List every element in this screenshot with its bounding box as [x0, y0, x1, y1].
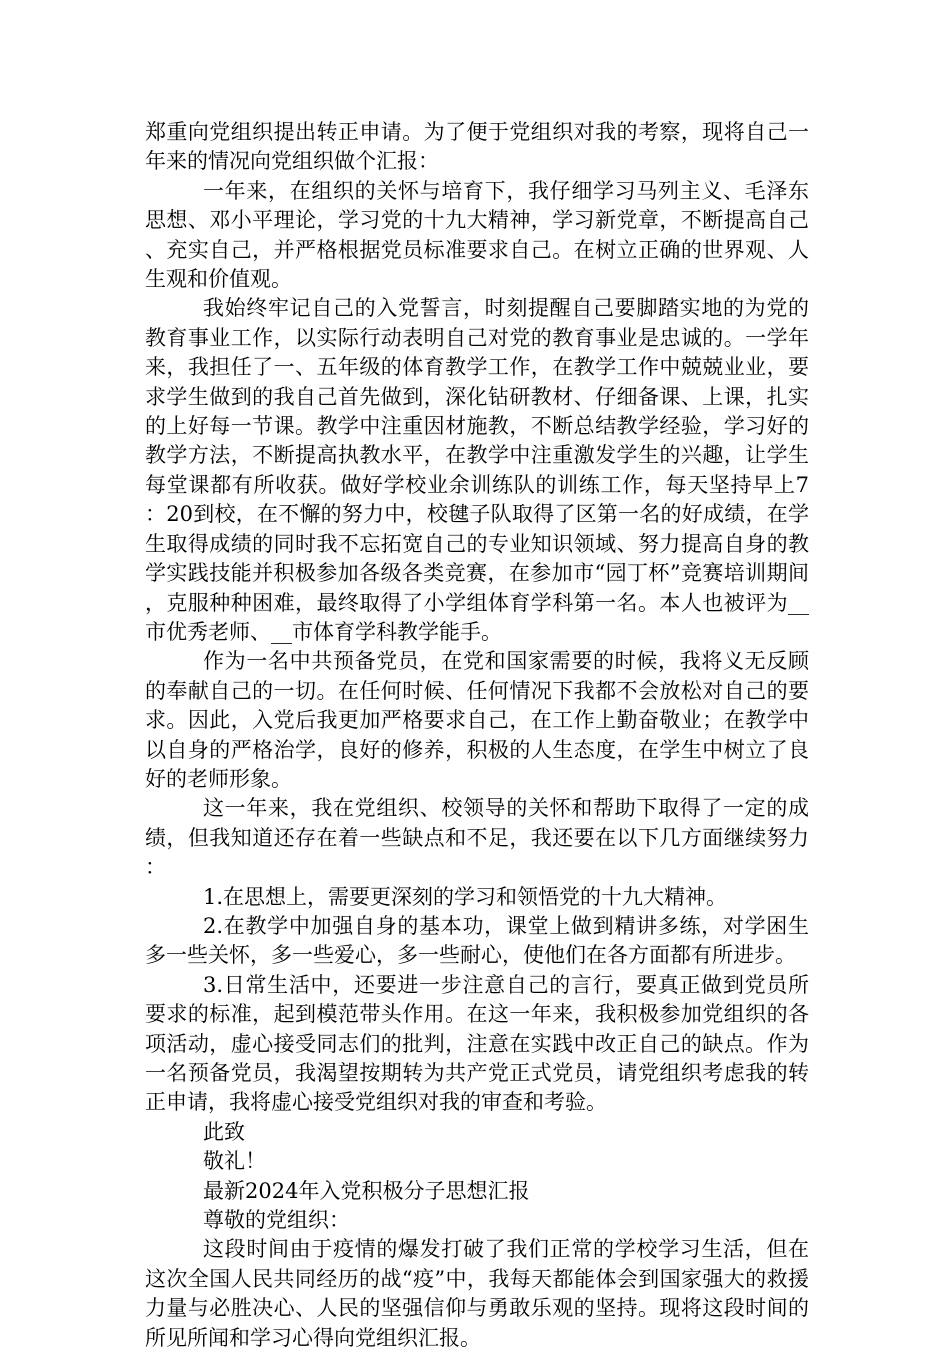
paragraph-probationary-member: 作为一名中共预备党员，在党和国家需要的时候，我将义无反顾的奉献自己的一切。在任何时候、任何情况下我都不会放松对自己的要求。因此，入党后我更加严格要求自己，在工作上勤奋敬业；在教学中以自身的严格治学，良好的修养，积极的人生态度，在学生中树立了良好的老师形象。 — [145, 649, 809, 791]
list-item-1: 1.在思想上，需要更深刻的学习和领悟党的十九大精神。 — [203, 884, 728, 909]
paragraph-study: 一年来，在组织的关怀与培育下，我仔细学习马列主义、毛泽东思想、邓小平理论，学习党的十九大精神，学习新党章，不断提高自己、充实自己，并严格根据党员标准要求自己。在树立正确的世界观、人生观和价值观。 — [145, 178, 809, 292]
list-item-2: 2.在教学中加强自身的基本功，课堂上做到精讲多练，对学困生多一些关怀，多一些爱心，多一些耐心，使他们在各方面都有所进步。 — [145, 913, 809, 968]
document-page — [145, 118, 809, 1353]
paragraph-teaching-work: 我始终牢记自己的入党誓言，时刻提醒自己要脚踏实地的为党的教育事业工作，以实际行动表明自己对党的教育事业是忠诚的。一学年来，我担任了一、五年级的体育教学工作，在教学工作中兢兢业业，要求学生做到的我自己首先做到，深化钻研教材、仔细备课、上课，扎实的上好每一节课。教学中注重因材施教，不断总结教学经验，学习好的教学方法，不断提高执教水平，在教学中注重激发学生的兴趣，让学生每堂课都有所收获。做好学校业余训练队的训练工作，每天坚持早上7：20到校，在不懈的努力中，校毽子队取得了区第一名的好成绩，在学生取得成绩的同时我不忘拓宽自己的专业知识领域、努力提高自身的教学实践技能并积极参加各级各类竞赛，在参加市“园丁杯”竞赛培训期间，克服种种困难，最终取得了小学组体育学科第一名。本人也被评为__市优秀老师、__市体育学科教学能手。 — [145, 296, 809, 644]
closing-salutation: 此致 — [203, 1119, 245, 1144]
paragraph-continuation: 郑重向党组织提出转正申请。为了便于党组织对我的考察，现将自己一年来的情况向党组织做个汇报： — [145, 120, 809, 174]
list-item-3: 3.日常生活中，还要进一步注意自己的言行，要真正做到党员所要求的标准，起到模范带头作用。在这一年来，我积极参加党组织的各项活动，虚心接受同志们的批判，注意在实践中改正自己的缺点。作为一名预备党员，我渴望按期转为共产党正式党员，请党组织考虑我的转正申请，我将虚心接受党组织对我的审查和考验。 — [145, 972, 809, 1115]
greeting: 尊敬的党组织： — [203, 1208, 350, 1233]
closing-regards: 敬礼！ — [203, 1149, 266, 1174]
paragraph-shortcomings: 这一年来，我在党组织、校领导的关怀和帮助下取得了一定的成绩，但我知道还存在着一些缺点和不足，我还要在以下几方面继续努力： — [145, 796, 809, 880]
section-title: 最新2024年入党积极分子思想汇报 — [203, 1178, 530, 1203]
paragraph-epidemic-report: 这段时间由于疫情的爆发打破了我们正常的学校学习生活，但在这次全国人民共同经历的战“疫”中，我每天都能体会到国家强大的救援力量与必胜决心、人民的坚强信仰与勇敢乐观的坚持。现将这段时间的所见所闻和学习心得向党组织汇报。 — [145, 1237, 809, 1350]
